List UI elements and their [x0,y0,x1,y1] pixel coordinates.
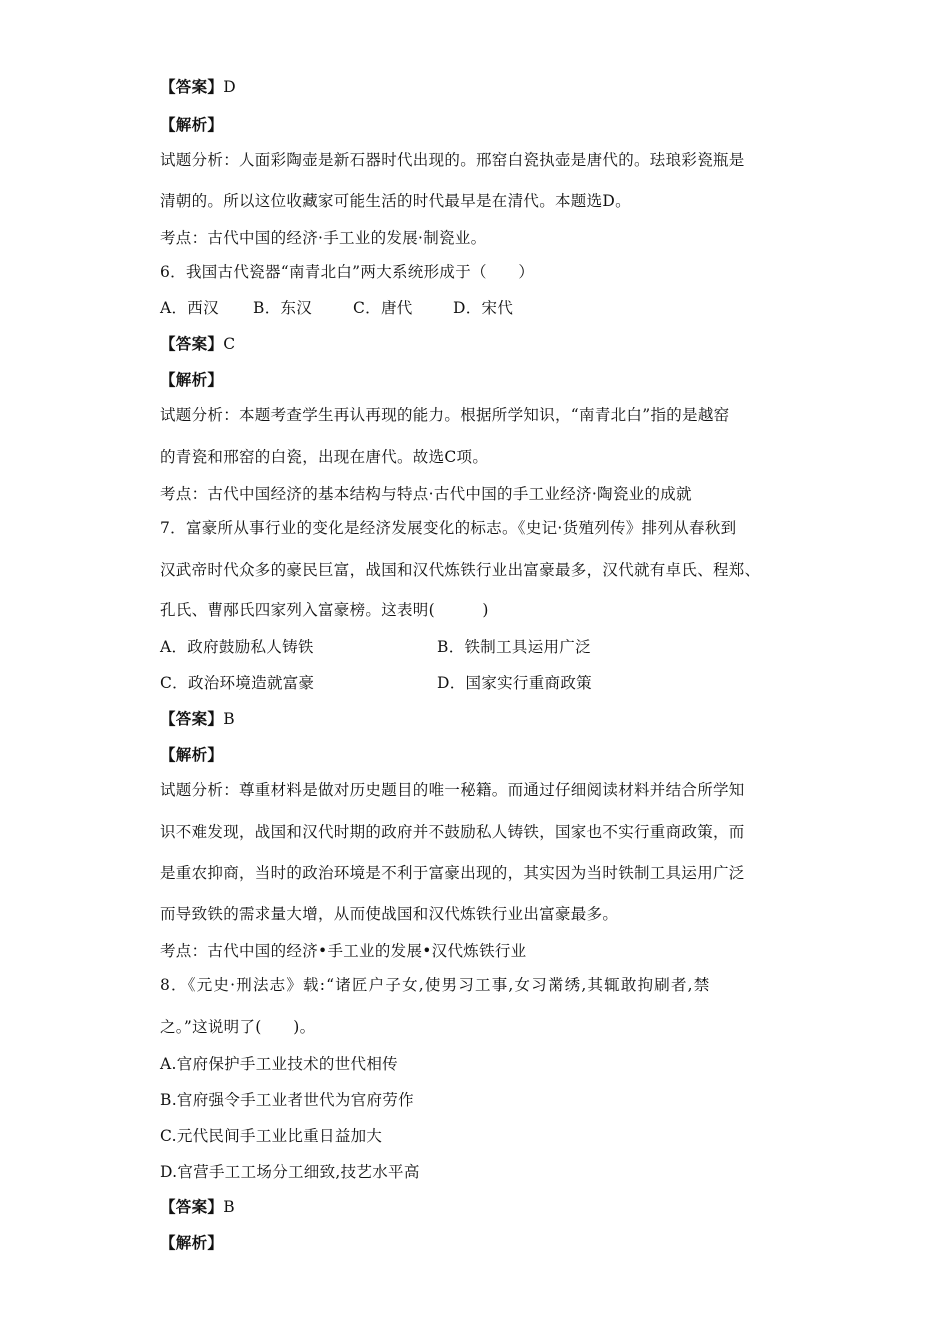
question-stem-line: 之。”这说明了( )。 [160,1018,316,1036]
analysis-text-line: 试题分析：本题考查学生再认再现的能力。根据所学知识，“南青北白”指的是越窑 [160,406,730,424]
answer-label: 【答案】 [160,77,224,96]
analysis-text-line: 是重农抑商，当时的政治环境是不利于富豪出现的，其实因为当时铁制工具运用广泛 [160,864,745,882]
analysis-text-line: 试题分析：尊重材料是做对历史题目的唯一秘籍。而通过仔细阅读材料并结合所学知 [160,781,745,799]
option-b: B.官府强令手工业者世代为官府劳作 [160,1091,414,1109]
option-d: D．国家实行重商政策 [437,674,592,692]
answer-value: C [223,335,236,353]
option-b: B．东汉 [253,299,313,317]
question-stem-line: 7．富豪所从事行业的变化是经济发展变化的标志。《史记·货殖列传》排列从春秋到 [160,519,737,537]
analysis-text-line: 清朝的。所以这位收藏家可能生活的时代最早是在清代。本题选D。 [160,192,631,210]
answer-line [160,334,235,354]
knowledge-point: 考点：古代中国的经济•手工业的发展•汉代炼铁行业 [160,942,527,960]
answer-value: D [223,78,236,96]
question-stem: 6．我国古代瓷器“南青北白”两大系统形成于（ ） [160,263,535,281]
answer-value: B [223,1198,235,1216]
analysis-label: 【解析】 [160,115,224,134]
question-stem-line: 8．《元史·刑法志》载:“诸匠户子女,使男习工事,女习黹绣,其辄敢拘刷者,禁 [160,976,711,994]
question-stem-line: 孔氏、曹邴氏四家列入富豪榜。这表明( ) [160,601,489,619]
answer-line [160,77,236,97]
option-b: B．铁制工具运用广泛 [437,638,591,656]
answer-value: B [223,710,235,728]
analysis-text-line: 而导致铁的需求量大增，从而使战国和汉代炼铁行业出富豪最多。 [160,905,619,923]
option-c: C．唐代 [353,299,413,317]
option-a: A．政府鼓励私人铸铁 [160,638,314,656]
analysis-label: 【解析】 [160,745,224,764]
knowledge-point: 考点：古代中国经济的基本结构与特点·古代中国的手工业经济·陶瓷业的成就 [160,485,692,503]
option-a: A.官府保护手工业技术的世代相传 [160,1055,398,1073]
analysis-text-line: 试题分析：人面彩陶壶是新石器时代出现的。邢窑白瓷执壶是唐代的。珐琅彩瓷瓶是 [160,151,745,169]
option-d: D.官营手工工场分工细致,技艺水平高 [160,1163,420,1181]
question-stem-line: 汉武帝时代众多的豪民巨富，战国和汉代炼铁行业出富豪最多，汉代就有卓氏、程郑、 [160,561,761,579]
option-c: C.元代民间手工业比重日益加大 [160,1127,383,1145]
analysis-label: 【解析】 [160,1233,224,1252]
option-d: D．宋代 [453,299,514,317]
option-c: C．政治环境造就富豪 [160,674,315,692]
answer-line [160,709,235,729]
answer-label: 【答案】 [160,1197,224,1216]
answer-label: 【答案】 [160,334,224,353]
answer-label: 【答案】 [160,709,224,728]
option-a: A．西汉 [160,299,219,317]
analysis-label: 【解析】 [160,370,224,389]
knowledge-point: 考点：古代中国的经济·手工业的发展·制瓷业。 [160,229,487,247]
analysis-text-line: 识不难发现，战国和汉代时期的政府并不鼓励私人铸铁，国家也不实行重商政策，而 [160,823,745,841]
analysis-text-line: 的青瓷和邢窑的白瓷，出现在唐代。故选C项。 [160,448,489,466]
answer-line [160,1197,235,1217]
